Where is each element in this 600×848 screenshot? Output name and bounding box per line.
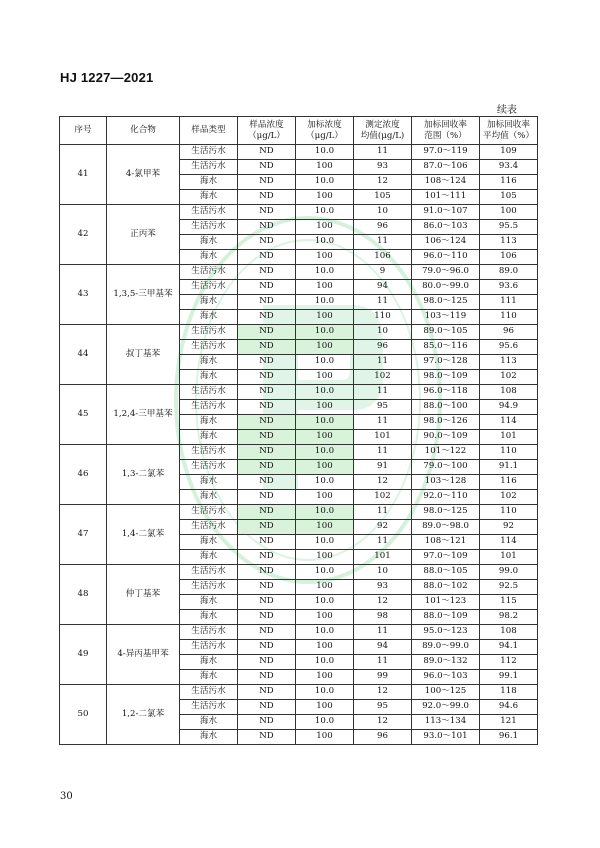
recovery-mean-cell: 115: [480, 595, 538, 610]
spike-conc-cell: 100: [296, 160, 354, 175]
compound-cell: 正丙苯: [107, 205, 180, 265]
sample-conc-cell: ND: [238, 550, 296, 565]
spike-conc-cell: 100: [296, 310, 354, 325]
recovery-range-cell: 79.0～96.0: [412, 265, 480, 280]
sample-type-cell: 生活污水: [180, 265, 238, 280]
recovery-mean-cell: 94.9: [480, 400, 538, 415]
sample-conc-cell: ND: [238, 595, 296, 610]
sample-type-cell: 海水: [180, 610, 238, 625]
recovery-mean-cell: 100: [480, 205, 538, 220]
spike-conc-cell: 100: [296, 520, 354, 535]
table-row: [60, 385, 538, 400]
column-header-line1: 加标回收率: [487, 119, 530, 130]
measured-mean-cell: 94: [354, 640, 412, 655]
column-header-line2: （μg/L）: [248, 130, 285, 141]
recovery-range-cell: 101～111: [412, 190, 480, 205]
sample-conc-cell: ND: [238, 235, 296, 250]
sample-conc-cell: ND: [238, 655, 296, 670]
sample-type-cell: 海水: [180, 430, 238, 445]
recovery-range-cell: 89.0～132: [412, 655, 480, 670]
sample-conc-cell: ND: [238, 145, 296, 160]
recovery-range-cell: 97.0～128: [412, 355, 480, 370]
compound-cell: 4-氯甲苯: [107, 145, 180, 205]
sample-conc-cell: ND: [238, 385, 296, 400]
sample-type-cell: 海水: [180, 190, 238, 205]
standard-code: HJ 1227—2021: [60, 70, 154, 85]
measured-mean-cell: 9: [354, 265, 412, 280]
recovery-mean-cell: 114: [480, 535, 538, 550]
serial-number-cell: 46: [60, 445, 107, 505]
measured-mean-cell: 93: [354, 160, 412, 175]
measured-mean-cell: 98: [354, 610, 412, 625]
recovery-range-cell: 106～124: [412, 235, 480, 250]
serial-number-cell: 43: [60, 265, 107, 325]
sample-type-cell: 海水: [180, 595, 238, 610]
sample-conc-cell: ND: [238, 370, 296, 385]
measured-mean-cell: 99: [354, 670, 412, 685]
column-header-line2: 范围（%）: [424, 130, 467, 141]
sample-conc-cell: ND: [238, 415, 296, 430]
recovery-range-cell: 96.0～110: [412, 250, 480, 265]
spike-conc-cell: 100: [296, 640, 354, 655]
sample-type-cell: 海水: [180, 310, 238, 325]
sample-conc-cell: ND: [238, 445, 296, 460]
recovery-range-cell: 96.0～103: [412, 670, 480, 685]
recovery-range-cell: 98.0～126: [412, 415, 480, 430]
spike-conc-cell: 10.0: [296, 325, 354, 340]
measured-mean-cell: 91: [354, 460, 412, 475]
sample-type-cell: 生活污水: [180, 220, 238, 235]
measured-mean-cell: 10: [354, 205, 412, 220]
sample-type-cell: 海水: [180, 550, 238, 565]
serial-number-cell: 48: [60, 565, 107, 625]
recovery-range-cell: 103～119: [412, 310, 480, 325]
recovery-range-cell: 89.0～99.0: [412, 640, 480, 655]
measured-mean-cell: 96: [354, 220, 412, 235]
column-header-line1: 样品浓度: [249, 119, 284, 130]
sample-conc-cell: ND: [238, 475, 296, 490]
serial-number-cell: 44: [60, 325, 107, 385]
table-row: [60, 205, 538, 220]
recovery-mean-cell: 92.5: [480, 580, 538, 595]
measured-mean-cell: 12: [354, 685, 412, 700]
recovery-range-cell: 91.0～107: [412, 205, 480, 220]
recovery-range-cell: 96.0～118: [412, 385, 480, 400]
recovery-range-cell: 103～128: [412, 475, 480, 490]
measured-mean-cell: 10: [354, 325, 412, 340]
serial-number-cell: 45: [60, 385, 107, 445]
sample-type-cell: 生活污水: [180, 565, 238, 580]
sample-type-cell: 生活污水: [180, 505, 238, 520]
recovery-mean-cell: 109: [480, 145, 538, 160]
recovery-range-cell: 88.0～102: [412, 580, 480, 595]
column-header: [238, 117, 296, 145]
recovery-range-cell: 89.0～98.0: [412, 520, 480, 535]
serial-number-cell: 41: [60, 145, 107, 205]
recovery-mean-cell: 95.6: [480, 340, 538, 355]
sample-type-cell: 生活污水: [180, 340, 238, 355]
recovery-mean-cell: 101: [480, 550, 538, 565]
recovery-range-cell: 101～122: [412, 445, 480, 460]
table-row: [60, 565, 538, 580]
spike-conc-cell: 100: [296, 730, 354, 745]
recovery-range-cell: 88.0～109: [412, 610, 480, 625]
spike-conc-cell: 100: [296, 550, 354, 565]
recovery-range-cell: 92.0～110: [412, 490, 480, 505]
recovery-mean-cell: 113: [480, 355, 538, 370]
column-header-line1: 测定浓度: [365, 119, 400, 130]
spike-conc-cell: 10.0: [296, 655, 354, 670]
sample-type-cell: 生活污水: [180, 700, 238, 715]
table-row: [60, 685, 538, 700]
column-header-line1: 加标回收率: [424, 119, 467, 130]
measured-mean-cell: 11: [354, 625, 412, 640]
recovery-range-cell: 87.0～106: [412, 160, 480, 175]
recovery-mean-cell: 118: [480, 685, 538, 700]
serial-number-cell: 47: [60, 505, 107, 565]
sample-conc-cell: ND: [238, 685, 296, 700]
spike-conc-cell: 100: [296, 250, 354, 265]
serial-number-cell: 50: [60, 685, 107, 745]
spike-conc-cell: 10.0: [296, 475, 354, 490]
recovery-mean-cell: 114: [480, 415, 538, 430]
measured-mean-cell: 110: [354, 310, 412, 325]
sample-type-cell: 生活污水: [180, 520, 238, 535]
measured-mean-cell: 11: [354, 355, 412, 370]
recovery-range-cell: 80.0～99.0: [412, 280, 480, 295]
sample-conc-cell: ND: [238, 700, 296, 715]
column-header: [107, 117, 180, 145]
table-row: [60, 265, 538, 280]
sample-type-cell: 海水: [180, 490, 238, 505]
compound-cell: 仲丁基苯: [107, 565, 180, 625]
spike-conc-cell: 100: [296, 460, 354, 475]
column-header-line2: （μg/L）: [306, 130, 343, 141]
sample-type-cell: 生活污水: [180, 385, 238, 400]
recovery-range-cell: 85.0～116: [412, 340, 480, 355]
sample-type-cell: 海水: [180, 475, 238, 490]
recovery-data-table: [59, 116, 538, 745]
column-header-line2: 均值(μg/L): [360, 130, 405, 141]
sample-type-cell: 生活污水: [180, 400, 238, 415]
sample-conc-cell: ND: [238, 640, 296, 655]
sample-conc-cell: ND: [238, 670, 296, 685]
measured-mean-cell: 11: [354, 295, 412, 310]
sample-type-cell: 海水: [180, 370, 238, 385]
column-header-line1: 序号: [74, 125, 92, 136]
recovery-range-cell: 108～124: [412, 175, 480, 190]
sample-type-cell: 生活污水: [180, 280, 238, 295]
recovery-range-cell: 97.0～109: [412, 550, 480, 565]
column-header-line1: 加标浓度: [307, 119, 342, 130]
spike-conc-cell: 100: [296, 400, 354, 415]
recovery-mean-cell: 110: [480, 445, 538, 460]
sample-type-cell: 海水: [180, 715, 238, 730]
measured-mean-cell: 11: [354, 385, 412, 400]
spike-conc-cell: 10.0: [296, 145, 354, 160]
column-header: [412, 117, 480, 145]
table-row: [60, 505, 538, 520]
column-header: [296, 117, 354, 145]
compound-cell: 叔丁基苯: [107, 325, 180, 385]
sample-type-cell: 海水: [180, 670, 238, 685]
recovery-mean-cell: 94.1: [480, 640, 538, 655]
sample-conc-cell: ND: [238, 190, 296, 205]
sample-type-cell: 海水: [180, 535, 238, 550]
recovery-range-cell: 89.0～105: [412, 325, 480, 340]
sample-conc-cell: ND: [238, 625, 296, 640]
sample-type-cell: 生活污水: [180, 580, 238, 595]
spike-conc-cell: 100: [296, 610, 354, 625]
spike-conc-cell: 10.0: [296, 235, 354, 250]
spike-conc-cell: 100: [296, 280, 354, 295]
measured-mean-cell: 11: [354, 445, 412, 460]
sample-conc-cell: ND: [238, 280, 296, 295]
column-header-line2: 平均值（%）: [482, 130, 535, 141]
sample-conc-cell: ND: [238, 520, 296, 535]
sample-conc-cell: ND: [238, 580, 296, 595]
spike-conc-cell: 10.0: [296, 175, 354, 190]
measured-mean-cell: 96: [354, 730, 412, 745]
recovery-mean-cell: 111: [480, 295, 538, 310]
recovery-range-cell: 98.0～125: [412, 505, 480, 520]
recovery-mean-cell: 94.6: [480, 700, 538, 715]
recovery-range-cell: 98.0～109: [412, 370, 480, 385]
recovery-mean-cell: 108: [480, 625, 538, 640]
spike-conc-cell: 100: [296, 340, 354, 355]
measured-mean-cell: 105: [354, 190, 412, 205]
recovery-mean-cell: 112: [480, 655, 538, 670]
column-header: [480, 117, 538, 145]
serial-number-cell: 42: [60, 205, 107, 265]
sample-type-cell: 海水: [180, 730, 238, 745]
table-row: [60, 445, 538, 460]
measured-mean-cell: 93: [354, 580, 412, 595]
spike-conc-cell: 100: [296, 220, 354, 235]
sample-conc-cell: ND: [238, 310, 296, 325]
spike-conc-cell: 100: [296, 670, 354, 685]
measured-mean-cell: 92: [354, 520, 412, 535]
sample-conc-cell: ND: [238, 220, 296, 235]
measured-mean-cell: 101: [354, 550, 412, 565]
measured-mean-cell: 106: [354, 250, 412, 265]
recovery-range-cell: 90.0～109: [412, 430, 480, 445]
sample-type-cell: 海水: [180, 295, 238, 310]
recovery-mean-cell: 91.1: [480, 460, 538, 475]
recovery-range-cell: 113～134: [412, 715, 480, 730]
measured-mean-cell: 11: [354, 655, 412, 670]
spike-conc-cell: 10.0: [296, 355, 354, 370]
header-row: [60, 117, 538, 145]
sample-conc-cell: ND: [238, 565, 296, 580]
spike-conc-cell: 10.0: [296, 385, 354, 400]
column-header: [354, 117, 412, 145]
spike-conc-cell: 100: [296, 370, 354, 385]
recovery-range-cell: 100～125: [412, 685, 480, 700]
sample-conc-cell: ND: [238, 355, 296, 370]
measured-mean-cell: 10: [354, 565, 412, 580]
column-header-line1: 样品类型: [191, 125, 226, 136]
sample-conc-cell: ND: [238, 265, 296, 280]
recovery-mean-cell: 102: [480, 370, 538, 385]
sample-conc-cell: ND: [238, 505, 296, 520]
measured-mean-cell: 94: [354, 280, 412, 295]
recovery-mean-cell: 92: [480, 520, 538, 535]
recovery-mean-cell: 98.2: [480, 610, 538, 625]
table-body: [60, 145, 538, 745]
sample-conc-cell: ND: [238, 430, 296, 445]
recovery-range-cell: 108～121: [412, 535, 480, 550]
recovery-mean-cell: 116: [480, 475, 538, 490]
table-row: [60, 145, 538, 160]
sample-type-cell: 生活污水: [180, 625, 238, 640]
table-row: [60, 325, 538, 340]
serial-number-cell: 49: [60, 625, 107, 685]
column-header: [60, 117, 107, 145]
spike-conc-cell: 100: [296, 700, 354, 715]
recovery-range-cell: 97.0～119: [412, 145, 480, 160]
sample-type-cell: 生活污水: [180, 685, 238, 700]
spike-conc-cell: 10.0: [296, 535, 354, 550]
sample-type-cell: 生活污水: [180, 205, 238, 220]
recovery-mean-cell: 93.4: [480, 160, 538, 175]
compound-cell: 4-异丙基甲苯: [107, 625, 180, 685]
table-header: [60, 117, 538, 145]
measured-mean-cell: 11: [354, 145, 412, 160]
recovery-range-cell: 88.0～100: [412, 400, 480, 415]
recovery-mean-cell: 93.6: [480, 280, 538, 295]
spike-conc-cell: 10.0: [296, 205, 354, 220]
recovery-mean-cell: 96.1: [480, 730, 538, 745]
sample-conc-cell: ND: [238, 175, 296, 190]
sample-type-cell: 海水: [180, 235, 238, 250]
measured-mean-cell: 102: [354, 490, 412, 505]
measured-mean-cell: 102: [354, 370, 412, 385]
recovery-mean-cell: 102: [480, 490, 538, 505]
sample-conc-cell: ND: [238, 715, 296, 730]
recovery-mean-cell: 89.0: [480, 265, 538, 280]
sample-conc-cell: ND: [238, 295, 296, 310]
column-header-line1: 化合物: [130, 125, 156, 136]
measured-mean-cell: 95: [354, 400, 412, 415]
spike-conc-cell: 10.0: [296, 565, 354, 580]
spike-conc-cell: 10.0: [296, 445, 354, 460]
recovery-range-cell: 101～123: [412, 595, 480, 610]
sample-type-cell: 生活污水: [180, 445, 238, 460]
sample-type-cell: 海水: [180, 655, 238, 670]
spike-conc-cell: 100: [296, 580, 354, 595]
recovery-mean-cell: 96: [480, 325, 538, 340]
sample-type-cell: 生活污水: [180, 145, 238, 160]
sample-conc-cell: ND: [238, 730, 296, 745]
measured-mean-cell: 11: [354, 535, 412, 550]
measured-mean-cell: 101: [354, 430, 412, 445]
spike-conc-cell: 100: [296, 490, 354, 505]
sample-conc-cell: ND: [238, 490, 296, 505]
recovery-mean-cell: 101: [480, 430, 538, 445]
compound-cell: 1,4-二氯苯: [107, 505, 180, 565]
sample-type-cell: 海水: [180, 355, 238, 370]
spike-conc-cell: 10.0: [296, 595, 354, 610]
recovery-range-cell: 93.0～101: [412, 730, 480, 745]
spike-conc-cell: 10.0: [296, 415, 354, 430]
recovery-mean-cell: 105: [480, 190, 538, 205]
spike-conc-cell: 10.0: [296, 265, 354, 280]
sample-type-cell: 生活污水: [180, 325, 238, 340]
recovery-range-cell: 98.0～125: [412, 295, 480, 310]
sample-type-cell: 生活污水: [180, 160, 238, 175]
recovery-mean-cell: 110: [480, 505, 538, 520]
measured-mean-cell: 11: [354, 235, 412, 250]
recovery-mean-cell: 121: [480, 715, 538, 730]
recovery-range-cell: 95.0～123: [412, 625, 480, 640]
recovery-mean-cell: 106: [480, 250, 538, 265]
spike-conc-cell: 10.0: [296, 715, 354, 730]
compound-cell: 1,3,5-三甲基苯: [107, 265, 180, 325]
compound-cell: 1,2-二氯苯: [107, 685, 180, 745]
sample-conc-cell: ND: [238, 325, 296, 340]
measured-mean-cell: 12: [354, 715, 412, 730]
column-header: [180, 117, 238, 145]
recovery-mean-cell: 113: [480, 235, 538, 250]
recovery-range-cell: 92.0～99.0: [412, 700, 480, 715]
spike-conc-cell: 10.0: [296, 625, 354, 640]
spike-conc-cell: 10.0: [296, 685, 354, 700]
compound-cell: 1,2,4-三甲基苯: [107, 385, 180, 445]
sample-conc-cell: ND: [238, 250, 296, 265]
spike-conc-cell: 10.0: [296, 295, 354, 310]
page-number: 30: [60, 791, 73, 802]
sample-type-cell: 海水: [180, 250, 238, 265]
measured-mean-cell: 12: [354, 175, 412, 190]
spike-conc-cell: 10.0: [296, 505, 354, 520]
recovery-range-cell: 88.0～105: [412, 565, 480, 580]
recovery-mean-cell: 95.5: [480, 220, 538, 235]
recovery-range-cell: 86.0～103: [412, 220, 480, 235]
spike-conc-cell: 100: [296, 190, 354, 205]
sample-conc-cell: ND: [238, 160, 296, 175]
spike-conc-cell: 100: [296, 430, 354, 445]
sample-conc-cell: ND: [238, 400, 296, 415]
measured-mean-cell: 96: [354, 340, 412, 355]
measured-mean-cell: 12: [354, 475, 412, 490]
sample-conc-cell: ND: [238, 610, 296, 625]
recovery-range-cell: 79.0～100: [412, 460, 480, 475]
recovery-mean-cell: 99.0: [480, 565, 538, 580]
recovery-mean-cell: 116: [480, 175, 538, 190]
sample-conc-cell: ND: [238, 205, 296, 220]
measured-mean-cell: 11: [354, 505, 412, 520]
compound-cell: 1,3-二氯苯: [107, 445, 180, 505]
sample-conc-cell: ND: [238, 535, 296, 550]
sample-type-cell: 生活污水: [180, 640, 238, 655]
recovery-mean-cell: 99.1: [480, 670, 538, 685]
table-row: [60, 625, 538, 640]
measured-mean-cell: 11: [354, 415, 412, 430]
sample-conc-cell: ND: [238, 460, 296, 475]
sample-type-cell: 海水: [180, 175, 238, 190]
sample-conc-cell: ND: [238, 340, 296, 355]
continued-label: 续表: [497, 105, 517, 116]
recovery-mean-cell: 108: [480, 385, 538, 400]
measured-mean-cell: 95: [354, 700, 412, 715]
sample-type-cell: 生活污水: [180, 460, 238, 475]
recovery-mean-cell: 110: [480, 310, 538, 325]
measured-mean-cell: 12: [354, 595, 412, 610]
sample-type-cell: 海水: [180, 415, 238, 430]
